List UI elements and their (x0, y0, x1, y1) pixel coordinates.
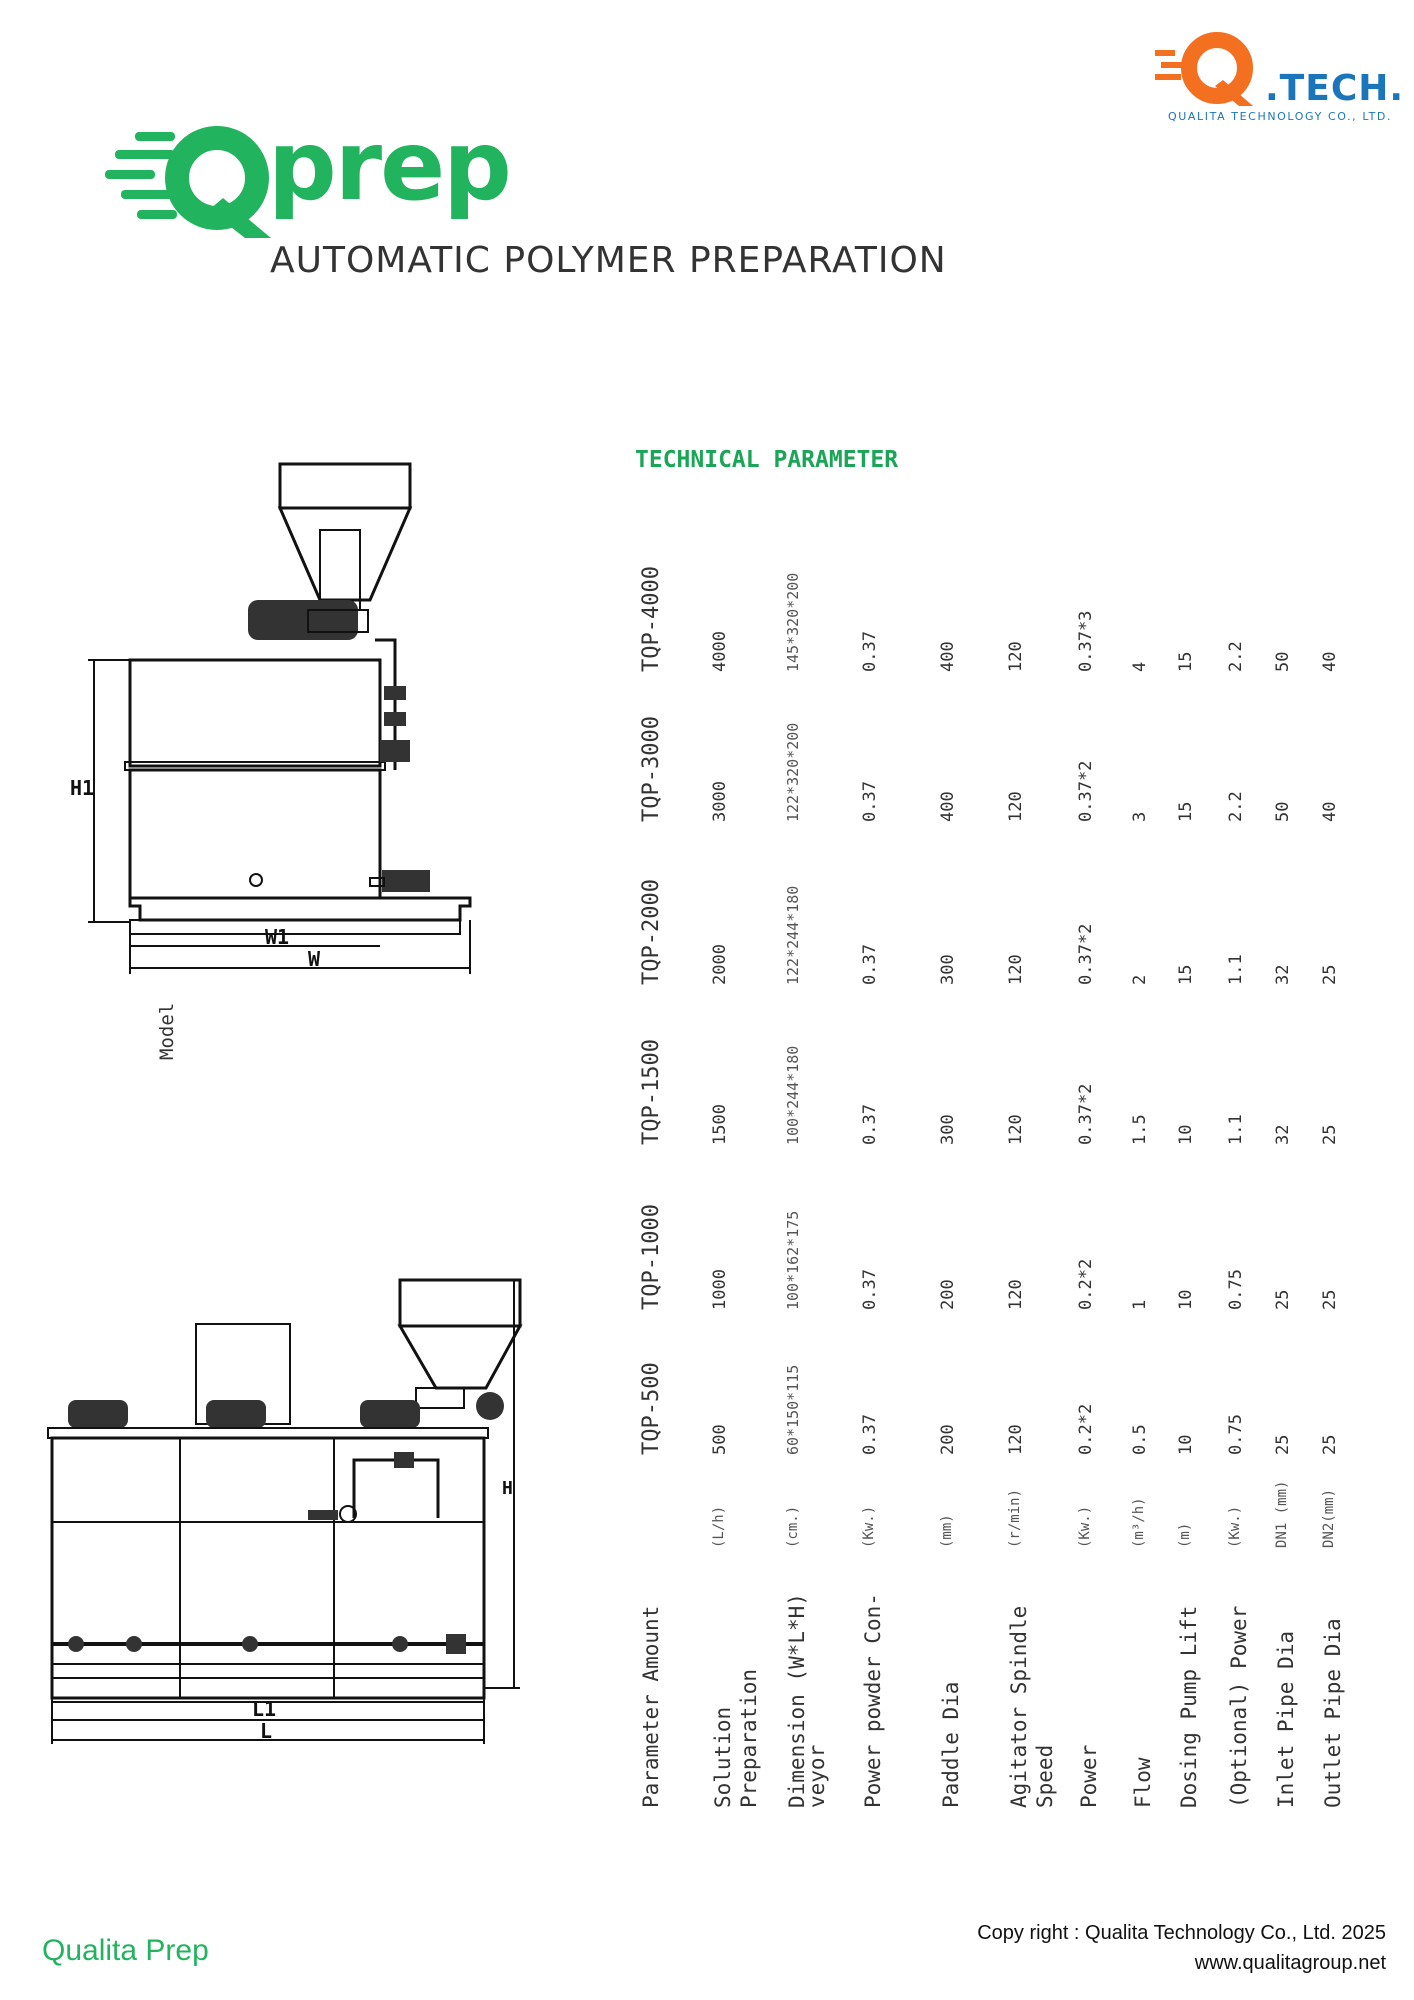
table-cell: 0.75 (1226, 1414, 1246, 1455)
table-cell: 0.37 (860, 1269, 880, 1310)
table-cell: 25 (1320, 1289, 1340, 1310)
table-cell: 0.37 (860, 631, 880, 672)
row-unit: (Kw.) (1227, 1505, 1243, 1548)
table-cell: 25 (1320, 1434, 1340, 1455)
row-label: Power (1077, 1744, 1101, 1808)
table-cell: 2.2 (1226, 641, 1246, 672)
table-cell: 10 (1176, 1434, 1196, 1455)
row-label: (Optional) Power (1227, 1605, 1251, 1808)
table-cell: 40 (1320, 651, 1340, 672)
table-cell: 25 (1320, 1124, 1340, 1145)
table-cell: 60*150*115 (784, 1364, 802, 1455)
model-header: TQP-1500 (639, 1039, 664, 1145)
table-cell: 400 (938, 791, 958, 822)
row-unit: (mm) (939, 1514, 955, 1548)
section-title: TECHNICAL PARAMETER (635, 447, 899, 473)
footer-brand: Qualita Prep (42, 1934, 209, 1967)
table-cell: 120 (1006, 641, 1026, 672)
page-subtitle: AUTOMATIC POLYMER PREPARATION (270, 240, 947, 281)
row-unit: (m³/h) (1131, 1497, 1147, 1548)
qtech-brand-text: .TECH. (1265, 68, 1405, 109)
table-cell: 122*244*180 (784, 885, 802, 985)
row-label: Power powder Con- (861, 1593, 885, 1808)
model-label: Model (156, 1002, 178, 1060)
table-cell: 0.5 (1130, 1424, 1150, 1455)
dim-h1-label: H1 (70, 776, 95, 800)
table-cell: 3 (1130, 811, 1150, 822)
footer-website: www.qualitagroup.net (1194, 1952, 1386, 1974)
table-cell: 120 (1006, 1279, 1026, 1310)
qtech-company-name: QUALITA TECHNOLOGY CO., LTD. (1168, 110, 1393, 123)
row-unit: (r/min) (1007, 1488, 1023, 1548)
table-cell: 200 (938, 1424, 958, 1455)
row-unit: (cm.) (785, 1505, 801, 1548)
table-cell: 120 (1006, 1114, 1026, 1145)
table-cell: 500 (710, 1424, 730, 1455)
row-unit: (m) (1177, 1522, 1193, 1548)
table-cell: 40 (1320, 801, 1340, 822)
row-label-line2: Speed (1033, 1744, 1057, 1808)
footer-copyright: Copy right : Qualita Technology Co., Ltd. 2025 (977, 1922, 1386, 1944)
row-label: Outlet Pipe Dia (1321, 1618, 1345, 1808)
row-label: Dimension (W*L*H) (785, 1593, 809, 1808)
table-cell: 15 (1176, 651, 1196, 672)
table-cell: 122*320*200 (784, 722, 802, 822)
dim-w-label: W (308, 947, 321, 971)
table-cell: 32 (1273, 964, 1293, 985)
row-unit: DN2(mm) (1321, 1488, 1337, 1548)
table-cell: 1000 (710, 1269, 730, 1310)
table-cell: 1 (1130, 1299, 1150, 1310)
table-cell: 0.37*2 (1076, 1083, 1096, 1145)
machine-side-drawing (70, 450, 490, 980)
model-header: TQP-500 (639, 1362, 664, 1455)
table-cell: 300 (938, 1114, 958, 1145)
row-label: Inlet Pipe Dia (1274, 1630, 1298, 1808)
table-cell: 120 (1006, 954, 1026, 985)
dim-w1-label: W1 (265, 925, 290, 949)
table-cell: 100*244*180 (784, 1045, 802, 1145)
table-cell: 1500 (710, 1104, 730, 1145)
row-label-line2: Preparation (737, 1668, 761, 1808)
table-cell: 0.37 (860, 1104, 880, 1145)
table-cell: 0.37 (860, 781, 880, 822)
table-cell: 0.37 (860, 1414, 880, 1455)
dim-l1-label: L1 (252, 1697, 277, 1721)
table-cell: 1.1 (1226, 1114, 1246, 1145)
dim-l-label: L (260, 1719, 273, 1743)
table-cell: 0.37 (860, 944, 880, 985)
table-cell: 10 (1176, 1289, 1196, 1310)
table-cell: 2.2 (1226, 791, 1246, 822)
table-cell: 15 (1176, 964, 1196, 985)
table-cell: 0.2*2 (1076, 1258, 1096, 1310)
row-label: Dosing Pump Lift (1177, 1605, 1201, 1808)
model-header: TQP-2000 (639, 879, 664, 985)
model-header: TQP-4000 (639, 566, 664, 672)
row-unit: DN1 (mm) (1274, 1480, 1290, 1548)
table-cell: 200 (938, 1279, 958, 1310)
model-header: TQP-1000 (639, 1204, 664, 1310)
table-cell: 32 (1273, 1124, 1293, 1145)
table-cell: 120 (1006, 1424, 1026, 1455)
table-cell: 25 (1273, 1289, 1293, 1310)
param-header: Parameter Amount (639, 1605, 663, 1808)
row-label: Solution (711, 1706, 735, 1808)
model-header: TQP-3000 (639, 716, 664, 822)
table-cell: 15 (1176, 801, 1196, 822)
machine-front-drawing (38, 1268, 538, 1748)
table-cell: 2000 (710, 944, 730, 985)
table-cell: 50 (1273, 651, 1293, 672)
row-unit: (L/h) (711, 1505, 727, 1548)
table-cell: 2 (1130, 974, 1150, 985)
table-cell: 400 (938, 641, 958, 672)
row-unit: (Kw.) (861, 1505, 877, 1548)
table-cell: 1.5 (1130, 1114, 1150, 1145)
prep-brand-text: prep (268, 110, 510, 222)
table-cell: 3000 (710, 781, 730, 822)
table-cell: 0.37*3 (1076, 610, 1096, 672)
row-unit: (Kw.) (1077, 1505, 1093, 1548)
table-cell: 25 (1273, 1434, 1293, 1455)
row-label: Paddle Dia (939, 1681, 963, 1808)
qprep-logo-icon (105, 120, 275, 245)
row-label: Agitator Spindle (1007, 1605, 1031, 1808)
table-cell: 120 (1006, 791, 1026, 822)
dim-h-label: H (502, 1478, 513, 1499)
table-cell: 100*162*175 (784, 1210, 802, 1310)
table-cell: 10 (1176, 1124, 1196, 1145)
table-cell: 0.37*2 (1076, 760, 1096, 822)
table-cell: 0.75 (1226, 1269, 1246, 1310)
table-cell: 25 (1320, 964, 1340, 985)
table-cell: 0.2*2 (1076, 1403, 1096, 1455)
qtech-logo-icon (1155, 30, 1265, 110)
row-label: Flow (1131, 1757, 1155, 1808)
table-cell: 50 (1273, 801, 1293, 822)
table-cell: 4000 (710, 631, 730, 672)
row-label-cont: veyor (805, 1744, 829, 1808)
table-cell: 4 (1130, 661, 1150, 672)
table-cell: 1.1 (1226, 954, 1246, 985)
table-cell: 0.37*2 (1076, 923, 1096, 985)
table-cell: 300 (938, 954, 958, 985)
table-cell: 145*320*200 (784, 572, 802, 672)
